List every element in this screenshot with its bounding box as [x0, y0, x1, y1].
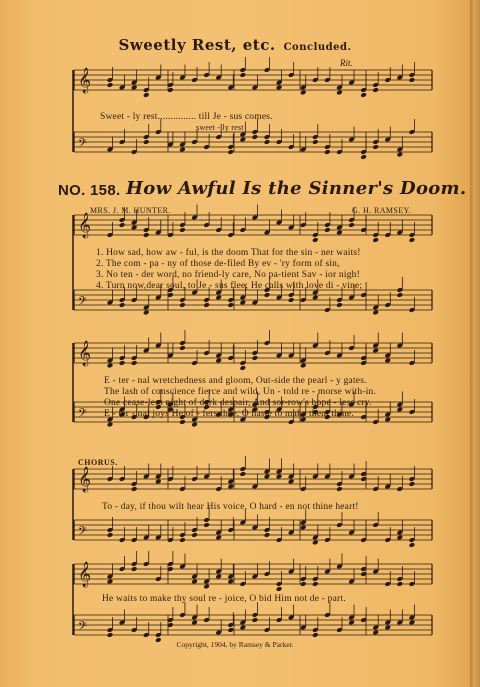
note-head [107, 82, 114, 88]
concluded-label: Concluded. [283, 42, 352, 53]
note-head [240, 300, 247, 306]
note-head [131, 360, 138, 366]
verse-line-2: 2. The com - pa - ny of those de-filed By ev - 'ry form of sin, [96, 259, 340, 269]
note-head [409, 620, 416, 626]
note-head [264, 474, 271, 480]
verse-cont-line-1: E - ter - nal wretchedness and gloom, Out-side the pearl - y gates. [104, 376, 367, 386]
composer: G. H. RAMSEY. [352, 206, 412, 215]
note-head [227, 484, 234, 490]
note-head [312, 540, 319, 546]
note-head [107, 632, 114, 638]
note-head [240, 137, 247, 143]
note-head [348, 620, 355, 626]
note-head [252, 134, 259, 140]
note-head [143, 92, 150, 98]
note-head [240, 625, 247, 631]
note-head [288, 479, 295, 485]
note-head [372, 144, 379, 150]
bass-clef: 𝄢 [78, 137, 88, 153]
note-head [312, 139, 319, 145]
note-head [252, 355, 259, 361]
note-head [300, 525, 307, 531]
note-head [191, 620, 198, 626]
verse-cont-line-2: The lash of conscience fierce and wild, Un - told re - morse with-in. [104, 387, 377, 397]
note-head [191, 579, 198, 585]
note-head [131, 486, 138, 492]
note-head [300, 581, 307, 587]
note-head [179, 227, 186, 233]
hymn-title: How Awful Is the Sinner's Doom. [126, 178, 467, 199]
treble-clef: 𝄞 [78, 562, 92, 587]
note-head [312, 632, 319, 638]
note-head [276, 85, 283, 91]
bass-clef: 𝄢 [78, 620, 88, 636]
bass-clef: 𝄢 [78, 295, 88, 311]
note-head [336, 486, 343, 492]
note-head [143, 310, 150, 316]
note-head [276, 474, 283, 480]
treble-clef: 𝄞 [78, 68, 92, 93]
note-head [179, 302, 186, 308]
note-head [312, 237, 319, 243]
note-head [227, 579, 234, 585]
note-head [384, 417, 391, 423]
note-head [179, 537, 186, 543]
bass-clef: 𝄢 [78, 525, 88, 541]
note-head [240, 365, 247, 371]
note-head [336, 230, 343, 236]
chorus-line-2: He waits to make thy soul re - joice, O bid Him not de - part. [102, 594, 346, 604]
note-head [131, 225, 138, 231]
note-head [215, 358, 222, 364]
note-head [409, 481, 416, 487]
note-head [191, 532, 198, 538]
note-head [409, 237, 416, 243]
note-head [372, 310, 379, 316]
note-head [119, 360, 126, 366]
note-head [240, 72, 247, 78]
note-head [191, 422, 198, 428]
note-head [264, 292, 271, 298]
verse-cont-line-4: E - ter - nal joys He of - fers thee, O haste to make them thine. [104, 409, 354, 419]
note-head [227, 627, 234, 633]
verse-line-1: 1. How sad, how aw - ful, is the doom That for the sin - ner waits! [96, 248, 361, 258]
top-title: Sweetly Rest, etc. Concluded. [118, 36, 352, 54]
treble-clef: 𝄞 [78, 467, 92, 492]
note-head [107, 363, 114, 369]
note-head [215, 535, 222, 541]
bass-clef: 𝄢 [78, 407, 88, 423]
rit-marking: Rit. [340, 58, 353, 68]
verse-line-4: 4. Turn now,dear soul, to Je - sus flee; He calls with love di - vine; [96, 281, 363, 291]
note-head [215, 574, 222, 580]
chorus-line-1: To - day, if thou wilt hear His voice, O hard - en not thine heart! [102, 502, 359, 512]
note-head [288, 297, 295, 303]
note-head [372, 87, 379, 93]
note-head [179, 419, 186, 425]
note-head [119, 222, 126, 228]
note-head [131, 566, 138, 572]
verse-line-3: 3. No ten - der word, no friend-ly care, No pa-tient Sav - ior nigh! [96, 270, 360, 280]
note-head [336, 302, 343, 308]
note-head [107, 422, 114, 428]
author: MRS. J. M. HUNTER. [90, 206, 171, 215]
note-head [372, 630, 379, 636]
note-head [264, 139, 271, 145]
note-head [324, 149, 331, 155]
note-head [397, 292, 404, 298]
note-head [227, 149, 234, 155]
note-head [397, 535, 404, 541]
note-head [203, 522, 210, 528]
note-head [360, 154, 367, 160]
note-head [397, 152, 404, 158]
note-head [143, 139, 150, 145]
note-head [215, 295, 222, 301]
note-head [179, 147, 186, 153]
note-head [300, 363, 307, 369]
note-head [360, 92, 367, 98]
note-head [131, 85, 138, 91]
note-head [384, 625, 391, 631]
note-head [409, 77, 416, 83]
note-head [179, 345, 186, 351]
copyright: Copyright, 1904, by Ramsey & Parker. [176, 640, 294, 649]
note-head [372, 237, 379, 243]
note-head [372, 348, 379, 354]
note-head [384, 358, 391, 364]
note-head [312, 295, 319, 301]
note-head [155, 479, 162, 485]
note-head [240, 471, 247, 477]
top-lyric-line-1: Sweet - ly rest............... till Je - sus comes. [100, 112, 273, 122]
note-head [119, 302, 126, 308]
note-head [227, 302, 234, 308]
note-head [252, 617, 259, 623]
note-head [107, 579, 114, 585]
chorus-label: CHORUS. [78, 458, 118, 467]
note-head [276, 586, 283, 592]
note-head [348, 222, 355, 228]
top-lyric-line-2: sweet - ly rest [196, 123, 244, 132]
note-head [143, 232, 150, 238]
note-head [312, 581, 319, 587]
note-head [324, 227, 331, 233]
verse-cont-line-3: One cease-less night of dark despair, And sor-row's hope - less cry. [104, 398, 372, 408]
note-head [264, 532, 271, 538]
note-head [107, 532, 114, 538]
hymn-number: NO. 158. [58, 182, 121, 199]
note-head [300, 90, 307, 96]
note-head [409, 542, 416, 548]
note-head [203, 584, 210, 590]
note-head [203, 302, 210, 308]
note-head [397, 407, 404, 413]
note-head [397, 581, 404, 587]
note-head [336, 90, 343, 96]
treble-clef: 𝄞 [78, 213, 92, 238]
treble-clef: 𝄞 [78, 341, 92, 366]
